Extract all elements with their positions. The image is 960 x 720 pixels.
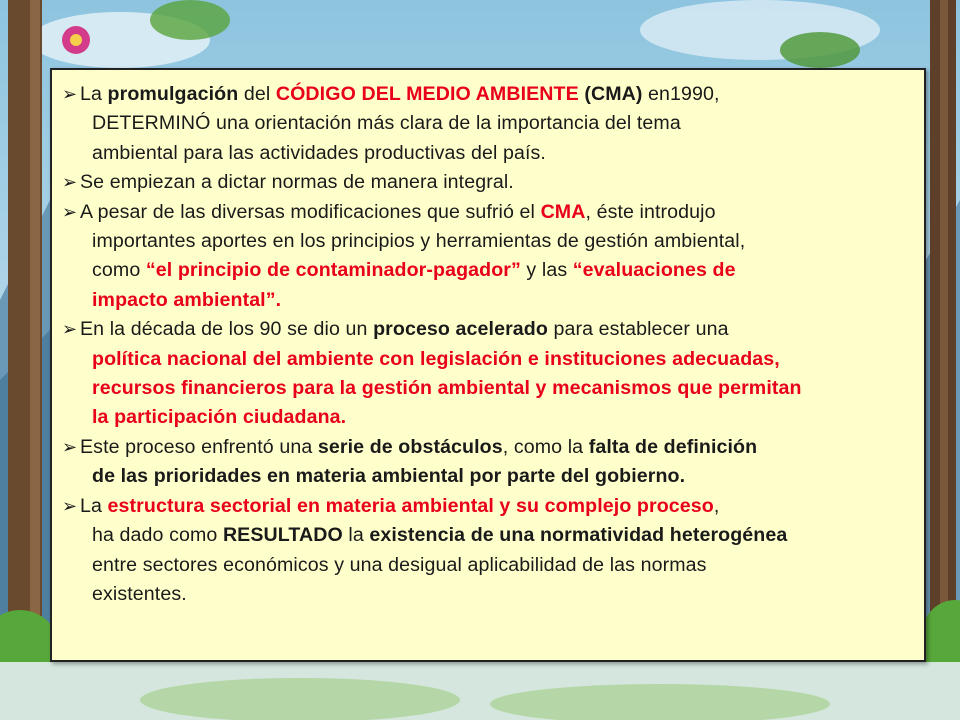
text-run: como xyxy=(92,259,146,282)
text-line xyxy=(80,403,916,432)
text-run: proceso acelerado xyxy=(373,318,548,341)
text-run: promulgación xyxy=(107,83,239,105)
text-run: serie de obstáculos xyxy=(317,435,503,458)
arrow-bullet-icon: ➢ xyxy=(62,436,78,457)
text-line xyxy=(80,433,916,462)
text-run: Se empiezan a dictar normas de manera integral. xyxy=(80,171,514,194)
text-line xyxy=(80,521,916,550)
text-run: para establecer una xyxy=(547,318,729,341)
content-panel xyxy=(50,68,926,662)
text-line xyxy=(80,80,916,109)
text-run: recursos financieros para la gestión ambiental y mecanismos que permitan xyxy=(92,377,802,400)
text-line xyxy=(80,315,916,344)
bullet-item xyxy=(62,168,916,197)
text-run: política nacional del ambiente con legislación e instituciones adecuadas, xyxy=(92,347,780,370)
text-run: del xyxy=(238,83,276,105)
text-run: impacto ambiental”. xyxy=(92,288,282,311)
text-line xyxy=(80,168,916,197)
arrow-bullet-icon: ➢ xyxy=(62,201,78,222)
text-run: , xyxy=(713,494,720,517)
bullet-item xyxy=(62,433,916,492)
text-run: ha dado como xyxy=(92,524,223,547)
bullet-item xyxy=(62,492,916,610)
text-run: ambiental para las actividades productivas del país. xyxy=(92,141,546,164)
text-run: La xyxy=(80,494,108,517)
text-run: En la década de los 90 se dio un xyxy=(80,318,374,341)
text-line xyxy=(80,198,916,227)
arrow-bullet-icon: ➢ xyxy=(62,319,78,340)
text-run: la xyxy=(342,524,370,547)
text-run: entre sectores económicos y una desigual aplicabilidad de las normas xyxy=(92,553,707,576)
text-run: de las prioridades en materia ambiental por parte del gobierno. xyxy=(92,465,686,488)
text-run: existencia de una normatividad heterogénea xyxy=(369,524,788,547)
text-run: , éste introdujo xyxy=(585,200,716,223)
text-line xyxy=(80,374,916,403)
text-run: importantes aportes en los principios y herramientas de gestión ambiental, xyxy=(92,230,746,253)
bullet-item xyxy=(62,315,916,433)
text-line xyxy=(80,286,916,315)
text-line xyxy=(80,256,916,285)
text-run: RESULTADO xyxy=(222,524,343,547)
arrow-bullet-icon: ➢ xyxy=(62,84,78,104)
text-line xyxy=(80,462,916,491)
text-run: DETERMINÓ una orientación más clara de la importancia del tema xyxy=(92,112,681,135)
text-run: Este proceso enfrentó una xyxy=(80,435,318,458)
text-line xyxy=(80,227,916,256)
text-line xyxy=(80,551,916,580)
arrow-bullet-icon: ➢ xyxy=(62,495,78,516)
arrow-bullet-icon: ➢ xyxy=(62,172,78,193)
text-line xyxy=(80,492,916,521)
text-run: la participación ciudadana. xyxy=(92,406,347,429)
bullet-item xyxy=(62,80,916,168)
text-run: CÓDIGO DEL MEDIO AMBIENTE xyxy=(275,83,585,105)
bullet-item xyxy=(62,198,916,316)
text-run: y las xyxy=(520,259,573,282)
text-run: “el principio de contaminador-pagador” xyxy=(145,259,521,282)
text-run: A pesar de las diversas modificaciones que sufrió el xyxy=(80,200,541,223)
text-run: (CMA) xyxy=(584,83,643,105)
text-run: CMA xyxy=(540,200,586,223)
text-run: en1990, xyxy=(642,83,720,105)
text-line xyxy=(80,345,916,374)
text-line xyxy=(80,580,916,609)
text-run: estructura sectorial en materia ambiental y su complejo proceso xyxy=(107,494,714,517)
text-line xyxy=(80,109,916,138)
text-run: La xyxy=(80,83,108,105)
text-line xyxy=(80,139,916,168)
text-run: “evaluaciones de xyxy=(572,259,736,282)
text-run: falta de definición xyxy=(588,435,758,458)
text-run: existentes. xyxy=(92,582,187,605)
text-run: , como la xyxy=(502,435,589,458)
